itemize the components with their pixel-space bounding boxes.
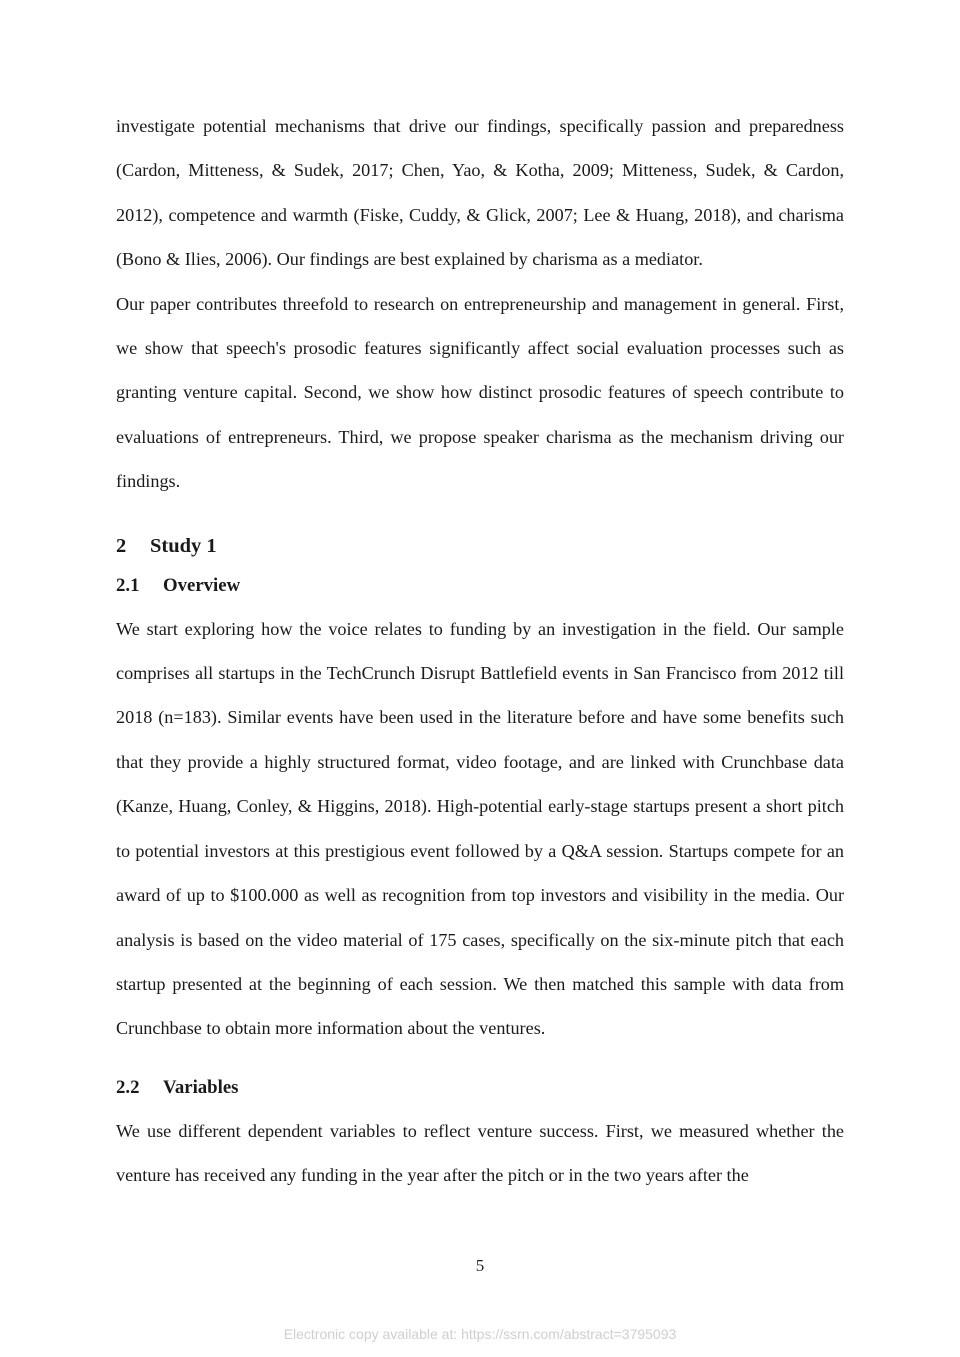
subsection-number: 2.1 [116,574,140,596]
subsection-heading-overview [116,573,844,599]
subsection-title: Overview [163,574,241,596]
section-heading-study-1 [116,532,844,560]
subsection-heading-variables [116,1075,844,1101]
paragraph-variables: We use different dependent variables to reflect venture success. First, we measured whether the venture has received any funding in the year after the pitch or in the two years after the [116,1120,844,1186]
section-title: Study 1 [150,534,217,557]
paragraph-overview: We start exploring how the voice relates to funding by an investigation in the field. Our sample comprises all startups in the TechCrunch Disrupt Battlefield events in San Francisco from 2012 till 2018 (n=183). Similar events have been used in the literature before and have some benefits such that they provide a highly structured format, video footage, and are linked with Crunchbase data (Kanze, Huang, Conley, & Higgins, 2018). High-potential early-stage startups present a short pitch to potential investors at this prestigious event followed by a Q&A session. Startups compete for an award of up to $100.000 as well as recognition from top investors and visibility in the media. Our analysis is based on the video material of 175 cases, specifically on the six-minute pitch that each startup presented at the beginning of each session. We then matched this sample with data from Crunchbase to obtain more information about the ventures. [116,618,844,1039]
ssrn-notice: Electronic copy available at: https://ssrn.com/abstract=3795093 [283,1326,677,1342]
page-number: 5 [475,1256,485,1275]
subsection-title: Variables [163,1076,239,1098]
paragraph-mechanisms: investigate potential mechanisms that drive our findings, specifically passion and preparedness (Cardon, Mitteness, & Sudek, 2017; Chen, Yao, & Kotha, 2009; Mitteness, Sudek, & Cardon, 2012), competence and warmth (Fiske, Cuddy, & Glick, 2007; Lee & Huang, 2018), and charisma (Bono & Ilies, 2006). Our findings are best explained by charisma as a mediator. [116,116,844,270]
paragraph-contributions: Our paper contributes threefold to research on entrepreneurship and management in general. First, we show that speech's prosodic features significantly affect social evaluation processes such as granting venture capital. Second, we show how distinct prosodic features of speech contribute to evaluations of entrepreneurs. Third, we propose speaker charisma as the mechanism driving our findings. [116,293,844,492]
subsection-number: 2.2 [116,1076,140,1098]
section-number: 2 [116,534,127,557]
page-content [116,104,844,1198]
